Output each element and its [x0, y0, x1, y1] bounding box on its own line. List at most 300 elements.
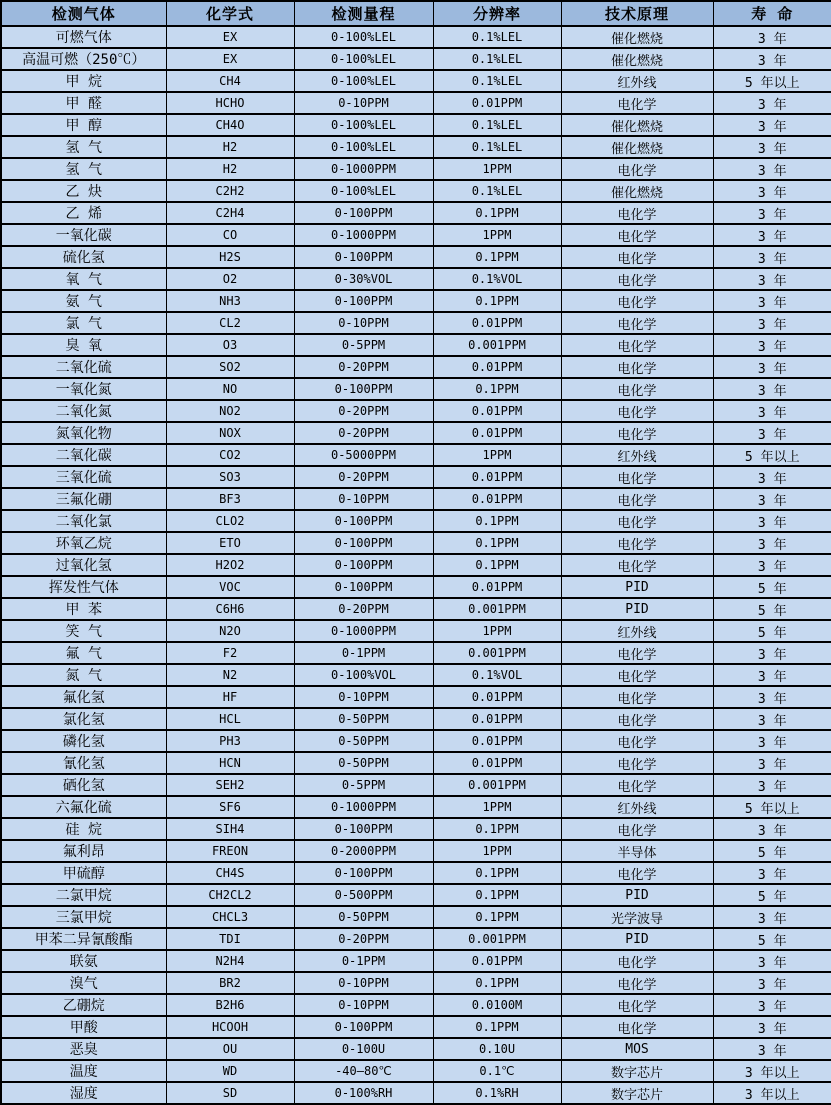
table-row — [1, 422, 831, 444]
cell-principle: 电化学 — [561, 510, 713, 532]
cell-lifespan: 3 年 — [713, 224, 831, 246]
cell-gas: 笑 气 — [1, 620, 166, 642]
cell-principle: 催化燃烧 — [561, 180, 713, 202]
table-row — [1, 1060, 831, 1082]
cell-gas: 乙 炔 — [1, 180, 166, 202]
cell-lifespan: 3 年 — [713, 312, 831, 334]
cell-range: 0-100PPM — [294, 818, 433, 840]
cell-lifespan: 3 年 — [713, 708, 831, 730]
cell-lifespan: 3 年 — [713, 180, 831, 202]
cell-formula: PH3 — [166, 730, 294, 752]
cell-range: 0-20PPM — [294, 400, 433, 422]
cell-lifespan: 3 年 — [713, 290, 831, 312]
cell-gas: 臭 氧 — [1, 334, 166, 356]
table-row — [1, 92, 831, 114]
cell-gas: 氟 气 — [1, 642, 166, 664]
cell-lifespan: 5 年 — [713, 840, 831, 862]
cell-principle: PID — [561, 576, 713, 598]
cell-formula: C6H6 — [166, 598, 294, 620]
table-row — [1, 576, 831, 598]
cell-formula: CHCL3 — [166, 906, 294, 928]
cell-lifespan: 5 年 — [713, 576, 831, 598]
cell-resolution: 0.01PPM — [433, 356, 561, 378]
cell-resolution: 1PPM — [433, 796, 561, 818]
cell-gas: 甲硫醇 — [1, 862, 166, 884]
cell-principle: 电化学 — [561, 774, 713, 796]
cell-lifespan: 3 年 — [713, 994, 831, 1016]
cell-formula: SD — [166, 1082, 294, 1104]
cell-principle: 电化学 — [561, 862, 713, 884]
cell-principle: 数字芯片 — [561, 1082, 713, 1104]
cell-gas: 甲 醛 — [1, 92, 166, 114]
table-row — [1, 554, 831, 576]
cell-range: 0-1000PPM — [294, 158, 433, 180]
cell-range: 0-100%LEL — [294, 26, 433, 48]
cell-formula: EX — [166, 48, 294, 70]
cell-principle: 电化学 — [561, 290, 713, 312]
cell-principle: 电化学 — [561, 752, 713, 774]
cell-lifespan: 5 年以上 — [713, 444, 831, 466]
cell-lifespan: 3 年 — [713, 136, 831, 158]
cell-range: 0-20PPM — [294, 928, 433, 950]
cell-gas: 甲 醇 — [1, 114, 166, 136]
cell-resolution: 0.1PPM — [433, 818, 561, 840]
cell-range: 0-10PPM — [294, 488, 433, 510]
cell-range: 0-1000PPM — [294, 224, 433, 246]
cell-lifespan: 3 年 — [713, 972, 831, 994]
cell-lifespan: 3 年 — [713, 92, 831, 114]
cell-lifespan: 3 年 — [713, 114, 831, 136]
cell-range: 0-100PPM — [294, 290, 433, 312]
table-row — [1, 466, 831, 488]
cell-principle: 电化学 — [561, 158, 713, 180]
cell-formula: O2 — [166, 268, 294, 290]
cell-resolution: 0.01PPM — [433, 400, 561, 422]
cell-formula: SIH4 — [166, 818, 294, 840]
cell-gas: 二氧化碳 — [1, 444, 166, 466]
cell-formula: CH4O — [166, 114, 294, 136]
cell-principle: PID — [561, 928, 713, 950]
column-header-resolution: 分辨率 — [433, 1, 561, 26]
table-row — [1, 752, 831, 774]
cell-principle: 催化燃烧 — [561, 114, 713, 136]
cell-gas: 温度 — [1, 1060, 166, 1082]
cell-formula: H2 — [166, 136, 294, 158]
cell-formula: BR2 — [166, 972, 294, 994]
table-row — [1, 202, 831, 224]
cell-formula: C2H4 — [166, 202, 294, 224]
cell-resolution: 0.01PPM — [433, 488, 561, 510]
cell-formula: CH2CL2 — [166, 884, 294, 906]
cell-resolution: 0.1PPM — [433, 972, 561, 994]
cell-principle: 电化学 — [561, 466, 713, 488]
cell-formula: B2H6 — [166, 994, 294, 1016]
cell-range: 0-5PPM — [294, 774, 433, 796]
cell-resolution: 0.1%LEL — [433, 70, 561, 92]
cell-principle: 电化学 — [561, 356, 713, 378]
cell-gas: 乙硼烷 — [1, 994, 166, 1016]
cell-formula: EX — [166, 26, 294, 48]
cell-principle: 电化学 — [561, 488, 713, 510]
cell-resolution: 0.001PPM — [433, 774, 561, 796]
cell-formula: N2 — [166, 664, 294, 686]
table-header — [1, 1, 831, 26]
cell-gas: 氰化氢 — [1, 752, 166, 774]
cell-resolution: 0.01PPM — [433, 752, 561, 774]
cell-gas: 过氧化氢 — [1, 554, 166, 576]
cell-range: 0-20PPM — [294, 422, 433, 444]
cell-principle: 电化学 — [561, 92, 713, 114]
cell-gas: 氯化氢 — [1, 708, 166, 730]
cell-gas: 氯 气 — [1, 312, 166, 334]
cell-range: 0-10PPM — [294, 972, 433, 994]
cell-resolution: 1PPM — [433, 158, 561, 180]
cell-formula: O3 — [166, 334, 294, 356]
cell-gas: 氧 气 — [1, 268, 166, 290]
table-row — [1, 994, 831, 1016]
table-row — [1, 444, 831, 466]
cell-lifespan: 3 年 — [713, 906, 831, 928]
table-row — [1, 510, 831, 532]
cell-range: 0-50PPM — [294, 730, 433, 752]
cell-lifespan: 5 年 — [713, 620, 831, 642]
cell-resolution: 0.01PPM — [433, 466, 561, 488]
cell-range: 0-10PPM — [294, 312, 433, 334]
cell-range: 0-100PPM — [294, 202, 433, 224]
cell-lifespan: 3 年 — [713, 510, 831, 532]
cell-resolution: 0.1%LEL — [433, 26, 561, 48]
cell-principle: 催化燃烧 — [561, 136, 713, 158]
table-row — [1, 356, 831, 378]
cell-lifespan: 3 年 — [713, 532, 831, 554]
cell-resolution: 0.1%VOL — [433, 268, 561, 290]
cell-lifespan: 3 年 — [713, 466, 831, 488]
cell-gas: 六氟化硫 — [1, 796, 166, 818]
cell-resolution: 0.1PPM — [433, 290, 561, 312]
cell-range: 0-100U — [294, 1038, 433, 1060]
table-row — [1, 268, 831, 290]
cell-resolution: 0.001PPM — [433, 598, 561, 620]
cell-range: 0-20PPM — [294, 356, 433, 378]
cell-lifespan: 3 年 — [713, 400, 831, 422]
cell-formula: NO — [166, 378, 294, 400]
cell-lifespan: 3 年 — [713, 1016, 831, 1038]
cell-gas: 恶臭 — [1, 1038, 166, 1060]
cell-formula: CL2 — [166, 312, 294, 334]
cell-formula: C2H2 — [166, 180, 294, 202]
column-header-gas: 检测气体 — [1, 1, 166, 26]
table-row — [1, 378, 831, 400]
cell-resolution: 0.01PPM — [433, 708, 561, 730]
cell-lifespan: 5 年 — [713, 884, 831, 906]
cell-formula: CO2 — [166, 444, 294, 466]
column-header-lifespan: 寿 命 — [713, 1, 831, 26]
cell-resolution: 0.1℃ — [433, 1060, 561, 1082]
cell-principle: 红外线 — [561, 620, 713, 642]
cell-range: 0-100PPM — [294, 378, 433, 400]
cell-formula: NO2 — [166, 400, 294, 422]
cell-range: 0-50PPM — [294, 752, 433, 774]
cell-range: 0-30%VOL — [294, 268, 433, 290]
cell-gas: 三氧化硫 — [1, 466, 166, 488]
cell-range: 0-100PPM — [294, 862, 433, 884]
cell-range: 0-50PPM — [294, 708, 433, 730]
table-row — [1, 884, 831, 906]
column-header-range: 检测量程 — [294, 1, 433, 26]
cell-resolution: 0.1PPM — [433, 202, 561, 224]
table-row — [1, 114, 831, 136]
cell-range: 0-500PPM — [294, 884, 433, 906]
cell-formula: TDI — [166, 928, 294, 950]
cell-lifespan: 3 年 — [713, 202, 831, 224]
cell-lifespan: 3 年 — [713, 48, 831, 70]
table-row — [1, 840, 831, 862]
cell-range: 0-5PPM — [294, 334, 433, 356]
cell-resolution: 0.01PPM — [433, 950, 561, 972]
cell-gas: 三氯甲烷 — [1, 906, 166, 928]
table-row — [1, 686, 831, 708]
cell-lifespan: 3 年 — [713, 378, 831, 400]
table-row — [1, 224, 831, 246]
cell-lifespan: 5 年以上 — [713, 796, 831, 818]
cell-formula: HF — [166, 686, 294, 708]
cell-lifespan: 3 年 — [713, 26, 831, 48]
cell-formula: VOC — [166, 576, 294, 598]
cell-principle: PID — [561, 598, 713, 620]
cell-resolution: 0.01PPM — [433, 686, 561, 708]
cell-lifespan: 3 年 — [713, 752, 831, 774]
cell-resolution: 0.1%RH — [433, 1082, 561, 1104]
cell-range: 0-10PPM — [294, 686, 433, 708]
cell-resolution: 0.1%LEL — [433, 48, 561, 70]
cell-principle: 电化学 — [561, 312, 713, 334]
cell-range: 0-100PPM — [294, 1016, 433, 1038]
cell-resolution: 0.01PPM — [433, 312, 561, 334]
cell-range: 0-100%RH — [294, 1082, 433, 1104]
cell-resolution: 0.1%VOL — [433, 664, 561, 686]
cell-gas: 甲 苯 — [1, 598, 166, 620]
cell-lifespan: 3 年以上 — [713, 1060, 831, 1082]
cell-formula: SO2 — [166, 356, 294, 378]
cell-principle: 电化学 — [561, 378, 713, 400]
table-row — [1, 488, 831, 510]
table-row — [1, 1082, 831, 1104]
cell-principle: 红外线 — [561, 796, 713, 818]
cell-principle: 电化学 — [561, 642, 713, 664]
table-row — [1, 972, 831, 994]
cell-resolution: 0.1PPM — [433, 1016, 561, 1038]
cell-formula: CO — [166, 224, 294, 246]
cell-gas: 氢 气 — [1, 136, 166, 158]
cell-resolution: 0.1%LEL — [433, 180, 561, 202]
cell-resolution: 0.1PPM — [433, 884, 561, 906]
cell-formula: ETO — [166, 532, 294, 554]
cell-range: 0-100%LEL — [294, 48, 433, 70]
cell-resolution: 1PPM — [433, 444, 561, 466]
table-row — [1, 26, 831, 48]
cell-formula: NOX — [166, 422, 294, 444]
table-row — [1, 730, 831, 752]
cell-resolution: 0.001PPM — [433, 928, 561, 950]
table-row — [1, 862, 831, 884]
cell-lifespan: 3 年 — [713, 862, 831, 884]
cell-formula: H2S — [166, 246, 294, 268]
cell-lifespan: 3 年 — [713, 774, 831, 796]
cell-principle: 电化学 — [561, 950, 713, 972]
cell-range: 0-1000PPM — [294, 796, 433, 818]
cell-principle: 电化学 — [561, 994, 713, 1016]
cell-gas: 硒化氢 — [1, 774, 166, 796]
cell-range: 0-100%LEL — [294, 114, 433, 136]
cell-formula: BF3 — [166, 488, 294, 510]
cell-gas: 环氧乙烷 — [1, 532, 166, 554]
cell-lifespan: 3 年 — [713, 422, 831, 444]
cell-gas: 氟化氢 — [1, 686, 166, 708]
cell-formula: CLO2 — [166, 510, 294, 532]
table-row — [1, 180, 831, 202]
cell-principle: 电化学 — [561, 664, 713, 686]
cell-resolution: 0.1PPM — [433, 862, 561, 884]
cell-range: 0-10PPM — [294, 92, 433, 114]
cell-principle: 电化学 — [561, 532, 713, 554]
cell-resolution: 0.001PPM — [433, 334, 561, 356]
cell-range: 0-100PPM — [294, 246, 433, 268]
cell-range: 0-1PPM — [294, 642, 433, 664]
table-row — [1, 796, 831, 818]
table-row — [1, 620, 831, 642]
cell-resolution: 0.1PPM — [433, 554, 561, 576]
cell-gas: 氟利昂 — [1, 840, 166, 862]
cell-gas: 氮 气 — [1, 664, 166, 686]
cell-range: 0-2000PPM — [294, 840, 433, 862]
cell-formula: SO3 — [166, 466, 294, 488]
cell-principle: 电化学 — [561, 972, 713, 994]
cell-range: 0-100%VOL — [294, 664, 433, 686]
cell-formula: OU — [166, 1038, 294, 1060]
cell-principle: 电化学 — [561, 400, 713, 422]
cell-resolution: 1PPM — [433, 224, 561, 246]
cell-formula: CH4 — [166, 70, 294, 92]
cell-lifespan: 3 年 — [713, 664, 831, 686]
table-body — [1, 26, 831, 1104]
cell-lifespan: 3 年 — [713, 246, 831, 268]
table-row — [1, 334, 831, 356]
cell-lifespan: 3 年 — [713, 950, 831, 972]
cell-lifespan: 3 年 — [713, 334, 831, 356]
cell-lifespan: 3 年 — [713, 642, 831, 664]
cell-gas: 二氧化硫 — [1, 356, 166, 378]
cell-gas: 可燃气体 — [1, 26, 166, 48]
cell-lifespan: 3 年 — [713, 1038, 831, 1060]
cell-lifespan: 5 年 — [713, 928, 831, 950]
cell-formula: CH4S — [166, 862, 294, 884]
cell-formula: HCN — [166, 752, 294, 774]
cell-range: 0-50PPM — [294, 906, 433, 928]
cell-gas: 挥发性气体 — [1, 576, 166, 598]
cell-formula: HCOOH — [166, 1016, 294, 1038]
cell-gas: 一氧化碳 — [1, 224, 166, 246]
cell-lifespan: 3 年 — [713, 686, 831, 708]
cell-resolution: 0.01PPM — [433, 576, 561, 598]
cell-principle: 光学波导 — [561, 906, 713, 928]
cell-principle: 电化学 — [561, 422, 713, 444]
table-row — [1, 48, 831, 70]
table-row — [1, 246, 831, 268]
cell-formula: N2H4 — [166, 950, 294, 972]
cell-range: 0-100PPM — [294, 554, 433, 576]
column-header-principle: 技术原理 — [561, 1, 713, 26]
table-row — [1, 400, 831, 422]
cell-principle: 电化学 — [561, 202, 713, 224]
cell-principle: 催化燃烧 — [561, 26, 713, 48]
cell-formula: H2O2 — [166, 554, 294, 576]
cell-principle: 催化燃烧 — [561, 48, 713, 70]
cell-principle: 电化学 — [561, 554, 713, 576]
cell-formula: SEH2 — [166, 774, 294, 796]
cell-range: 0-100PPM — [294, 532, 433, 554]
cell-principle: 电化学 — [561, 818, 713, 840]
cell-resolution: 0.1PPM — [433, 532, 561, 554]
cell-lifespan: 3 年 — [713, 488, 831, 510]
cell-resolution: 0.01PPM — [433, 730, 561, 752]
cell-formula: H2 — [166, 158, 294, 180]
cell-formula: WD — [166, 1060, 294, 1082]
cell-resolution: 0.10U — [433, 1038, 561, 1060]
table-row — [1, 70, 831, 92]
cell-formula: NH3 — [166, 290, 294, 312]
cell-lifespan: 3 年 — [713, 554, 831, 576]
cell-principle: 红外线 — [561, 444, 713, 466]
cell-gas: 二氯甲烷 — [1, 884, 166, 906]
cell-range: 0-1PPM — [294, 950, 433, 972]
table-row — [1, 906, 831, 928]
cell-formula: F2 — [166, 642, 294, 664]
cell-range: 0-5000PPM — [294, 444, 433, 466]
cell-principle: 电化学 — [561, 334, 713, 356]
cell-gas: 磷化氢 — [1, 730, 166, 752]
header-row — [1, 1, 831, 26]
cell-principle: 电化学 — [561, 268, 713, 290]
cell-range: 0-1000PPM — [294, 620, 433, 642]
cell-gas: 二氧化氮 — [1, 400, 166, 422]
table-row — [1, 136, 831, 158]
cell-formula: SF6 — [166, 796, 294, 818]
cell-resolution: 0.01PPM — [433, 422, 561, 444]
table-row — [1, 158, 831, 180]
cell-resolution: 1PPM — [433, 840, 561, 862]
table-row — [1, 598, 831, 620]
cell-gas: 甲苯二异氰酸酯 — [1, 928, 166, 950]
table-row — [1, 950, 831, 972]
cell-range: 0-100%LEL — [294, 136, 433, 158]
table-row — [1, 312, 831, 334]
cell-principle: 数字芯片 — [561, 1060, 713, 1082]
cell-principle: PID — [561, 884, 713, 906]
cell-formula: HCHO — [166, 92, 294, 114]
table-row — [1, 774, 831, 796]
cell-gas: 溴气 — [1, 972, 166, 994]
cell-lifespan: 3 年 — [713, 356, 831, 378]
cell-resolution: 0.001PPM — [433, 642, 561, 664]
cell-gas: 氮氧化物 — [1, 422, 166, 444]
cell-gas: 氢 气 — [1, 158, 166, 180]
cell-principle: MOS — [561, 1038, 713, 1060]
table-row — [1, 1016, 831, 1038]
cell-resolution: 0.1%LEL — [433, 114, 561, 136]
cell-lifespan: 3 年 — [713, 268, 831, 290]
cell-gas: 湿度 — [1, 1082, 166, 1104]
cell-range: 0-100PPM — [294, 576, 433, 598]
